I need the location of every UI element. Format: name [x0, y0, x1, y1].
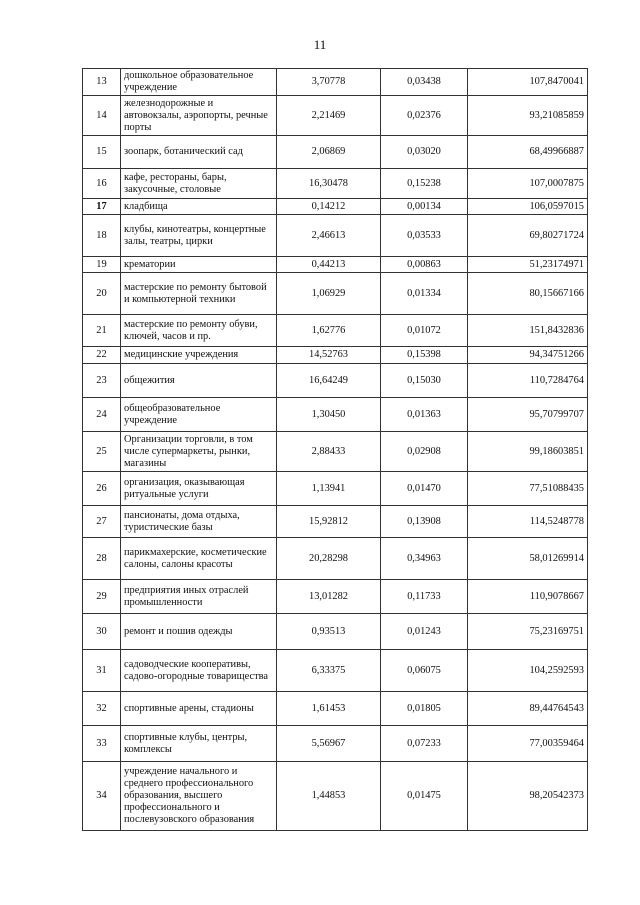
- row-value-3: 98,20542373: [468, 762, 588, 831]
- row-name: дошкольное образовательное учреждение: [121, 69, 277, 96]
- table-row: [83, 472, 588, 506]
- row-value-1: 1,44853: [277, 762, 381, 831]
- row-value-2: 0,07233: [381, 726, 468, 762]
- row-value-2: 0,15030: [381, 364, 468, 398]
- row-value-2: 0,01334: [381, 273, 468, 315]
- row-value-3: 110,9078667: [468, 580, 588, 614]
- row-value-3: 99,18603851: [468, 432, 588, 472]
- row-value-1: 1,06929: [277, 273, 381, 315]
- row-number: 25: [83, 432, 121, 472]
- row-value-3: 107,8470041: [468, 69, 588, 96]
- row-value-2: 0,11733: [381, 580, 468, 614]
- row-value-3: 114,5248778: [468, 506, 588, 538]
- row-value-3: 68,49966887: [468, 136, 588, 169]
- row-value-3: 93,21085859: [468, 96, 588, 136]
- table-row: [83, 257, 588, 273]
- row-number: 34: [83, 762, 121, 831]
- row-name: клубы, кинотеатры, концертные залы, театры, цирки: [121, 215, 277, 257]
- row-name: Организации торговли, в том числе супермаркеты, рынки, магазины: [121, 432, 277, 472]
- row-value-2: 0,15398: [381, 347, 468, 364]
- row-value-3: 110,7284764: [468, 364, 588, 398]
- row-name: учреждение начального и среднего профессионального образования, высшего профессионального и послевузовского образования: [121, 762, 277, 831]
- row-value-1: 14,52763: [277, 347, 381, 364]
- row-value-2: 0,06075: [381, 650, 468, 692]
- row-value-2: 0,00134: [381, 199, 468, 215]
- row-value-3: 51,23174971: [468, 257, 588, 273]
- page-number: 11: [313, 37, 327, 52]
- table-row: [83, 432, 588, 472]
- row-value-3: 151,8432836: [468, 315, 588, 347]
- table-row: [83, 692, 588, 726]
- table-row: [83, 650, 588, 692]
- row-value-3: 107,0007875: [468, 169, 588, 199]
- table-row: [83, 273, 588, 315]
- table-row: [83, 215, 588, 257]
- table-row: [83, 199, 588, 215]
- row-name: зоопарк, ботанический сад: [121, 136, 277, 169]
- table-row: [83, 538, 588, 580]
- row-value-2: 0,03533: [381, 215, 468, 257]
- row-value-1: 2,21469: [277, 96, 381, 136]
- row-value-1: 2,06869: [277, 136, 381, 169]
- row-value-2: 0,01470: [381, 472, 468, 506]
- row-value-3: 106,0597015: [468, 199, 588, 215]
- row-value-3: 75,23169751: [468, 614, 588, 650]
- row-value-2: 0,01363: [381, 398, 468, 432]
- row-value-2: 0,15238: [381, 169, 468, 199]
- row-number: 32: [83, 692, 121, 726]
- row-number: 20: [83, 273, 121, 315]
- row-value-2: 0,02908: [381, 432, 468, 472]
- row-name: медицинские учреждения: [121, 347, 277, 364]
- row-value-3: 58,01269914: [468, 538, 588, 580]
- row-name: мастерские по ремонту обуви, ключей, часов и пр.: [121, 315, 277, 347]
- table-row: [83, 96, 588, 136]
- row-name: кладбища: [121, 199, 277, 215]
- table-row: [83, 762, 588, 831]
- row-name: пансионаты, дома отдыха, туристические базы: [121, 506, 277, 538]
- row-value-2: 0,01805: [381, 692, 468, 726]
- row-name: парикмахерские, косметические салоны, салоны красоты: [121, 538, 277, 580]
- row-value-1: 0,44213: [277, 257, 381, 273]
- row-value-3: 80,15667166: [468, 273, 588, 315]
- row-number: 16: [83, 169, 121, 199]
- row-number: 33: [83, 726, 121, 762]
- data-table: [82, 68, 588, 831]
- row-name: спортивные клубы, центры, комплексы: [121, 726, 277, 762]
- row-value-3: 77,51088435: [468, 472, 588, 506]
- row-value-1: 0,93513: [277, 614, 381, 650]
- row-number: 31: [83, 650, 121, 692]
- table-row: [83, 726, 588, 762]
- row-value-1: 16,64249: [277, 364, 381, 398]
- row-value-2: 0,34963: [381, 538, 468, 580]
- row-value-1: 2,46613: [277, 215, 381, 257]
- row-value-1: 6,33375: [277, 650, 381, 692]
- row-number: 24: [83, 398, 121, 432]
- table-row: [83, 315, 588, 347]
- row-value-2: 0,02376: [381, 96, 468, 136]
- row-name: спортивные арены, стадионы: [121, 692, 277, 726]
- row-value-2: 0,01072: [381, 315, 468, 347]
- row-number: 13: [83, 69, 121, 96]
- table-row: [83, 169, 588, 199]
- row-value-2: 0,01475: [381, 762, 468, 831]
- row-number: 30: [83, 614, 121, 650]
- row-name: предприятия иных отраслей промышленности: [121, 580, 277, 614]
- row-name: общеобразовательное учреждение: [121, 398, 277, 432]
- row-value-3: 94,34751266: [468, 347, 588, 364]
- row-value-1: 2,88433: [277, 432, 381, 472]
- row-name: мастерские по ремонту бытовой и компьютерной техники: [121, 273, 277, 315]
- row-number: 29: [83, 580, 121, 614]
- row-value-1: 1,62776: [277, 315, 381, 347]
- row-value-2: 0,03438: [381, 69, 468, 96]
- row-number: 23: [83, 364, 121, 398]
- row-value-3: 77,00359464: [468, 726, 588, 762]
- row-value-1: 1,61453: [277, 692, 381, 726]
- row-value-2: 0,03020: [381, 136, 468, 169]
- row-number: 17: [83, 199, 121, 215]
- row-name: общежития: [121, 364, 277, 398]
- row-value-1: 20,28298: [277, 538, 381, 580]
- table-row: [83, 398, 588, 432]
- row-name: садоводческие кооперативы, садово-огородные товарищества: [121, 650, 277, 692]
- row-value-1: 15,92812: [277, 506, 381, 538]
- row-value-3: 95,70799707: [468, 398, 588, 432]
- row-value-1: 3,70778: [277, 69, 381, 96]
- row-value-1: 0,14212: [277, 199, 381, 215]
- row-number: 22: [83, 347, 121, 364]
- row-value-3: 104,2592593: [468, 650, 588, 692]
- table-row: [83, 506, 588, 538]
- row-value-2: 0,13908: [381, 506, 468, 538]
- row-number: 15: [83, 136, 121, 169]
- table-row: [83, 364, 588, 398]
- row-number: 28: [83, 538, 121, 580]
- row-name: железнодорожные и автовокзалы, аэропорты, речные порты: [121, 96, 277, 136]
- row-name: организация, оказывающая ритуальные услуги: [121, 472, 277, 506]
- row-value-1: 1,30450: [277, 398, 381, 432]
- row-name: ремонт и пошив одежды: [121, 614, 277, 650]
- row-value-3: 69,80271724: [468, 215, 588, 257]
- row-value-3: 89,44764543: [468, 692, 588, 726]
- row-value-1: 13,01282: [277, 580, 381, 614]
- row-value-2: 0,01243: [381, 614, 468, 650]
- table-row: [83, 69, 588, 96]
- table-row: [83, 614, 588, 650]
- row-number: 19: [83, 257, 121, 273]
- row-name: крематории: [121, 257, 277, 273]
- row-value-2: 0,00863: [381, 257, 468, 273]
- table-row: [83, 347, 588, 364]
- row-number: 14: [83, 96, 121, 136]
- row-value-1: 16,30478: [277, 169, 381, 199]
- row-number: 26: [83, 472, 121, 506]
- row-value-1: 1,13941: [277, 472, 381, 506]
- row-value-1: 5,56967: [277, 726, 381, 762]
- row-number: 21: [83, 315, 121, 347]
- row-number: 18: [83, 215, 121, 257]
- table-row: [83, 136, 588, 169]
- row-name: кафе, рестораны, бары, закусочные, столовые: [121, 169, 277, 199]
- row-number: 27: [83, 506, 121, 538]
- table-row: [83, 580, 588, 614]
